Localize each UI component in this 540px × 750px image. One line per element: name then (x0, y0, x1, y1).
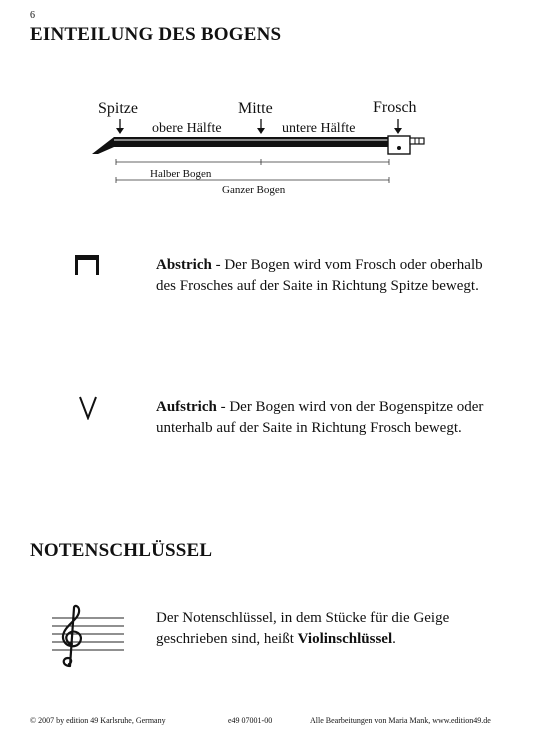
upbow-icon (78, 396, 98, 420)
tip-label: Spitze (98, 100, 138, 117)
arrow-icon (116, 119, 402, 134)
lower-half-label: untere Hälfte (282, 121, 356, 136)
treble-clef-icon (50, 604, 130, 674)
whole-bow-label: Ganzer Bogen (222, 184, 286, 196)
clef-text-before: Der Notenschlüssel, in dem Stücke für die Geige geschrieben sind, heißt (156, 610, 450, 647)
half-bow-label: Halber Bogen (150, 168, 212, 180)
downbow-term: Abstrich (156, 257, 212, 273)
clef-staff (50, 604, 130, 679)
frog-label: Frosch (373, 99, 417, 116)
footer-code: e49 07001-00 (228, 716, 273, 725)
clef-description (156, 608, 496, 650)
upbow-text: - Der Bogen wird von der Bogenspitze oder unterhalb auf der Saite in Richtung Frosch bewegt. (156, 399, 484, 436)
page-number: 6 (30, 10, 35, 21)
downbow-icon (74, 254, 100, 276)
upbow-term: Aufstrich (156, 399, 217, 415)
section-title-clef: NOTENSCHLÜSSEL (30, 540, 213, 561)
footer-credits: Alle Bearbeitungen von Maria Mank, www.edition49.de (310, 716, 491, 725)
downbow-text: - Der Bogen wird vom Frosch oder oberhalb des Frosches auf der Saite in Richtung Spitze bewegt. (156, 257, 483, 294)
clef-term: Violinschlüssel (297, 631, 393, 647)
upbow-description (156, 397, 486, 439)
upper-half-label: obere Hälfte (152, 121, 222, 136)
upbow-symbol (78, 396, 98, 425)
downbow-description (156, 255, 486, 297)
bow-icon (92, 136, 424, 154)
bow-diagram (0, 92, 540, 202)
footer-copyright: © 2007 by edition 49 Karlsruhe, Germany (30, 716, 166, 725)
middle-label: Mitte (238, 100, 273, 117)
section-title-bow-division: EINTEILUNG DES BOGENS (30, 24, 282, 45)
clef-text-after: . (392, 631, 396, 647)
downbow-symbol (74, 254, 100, 281)
